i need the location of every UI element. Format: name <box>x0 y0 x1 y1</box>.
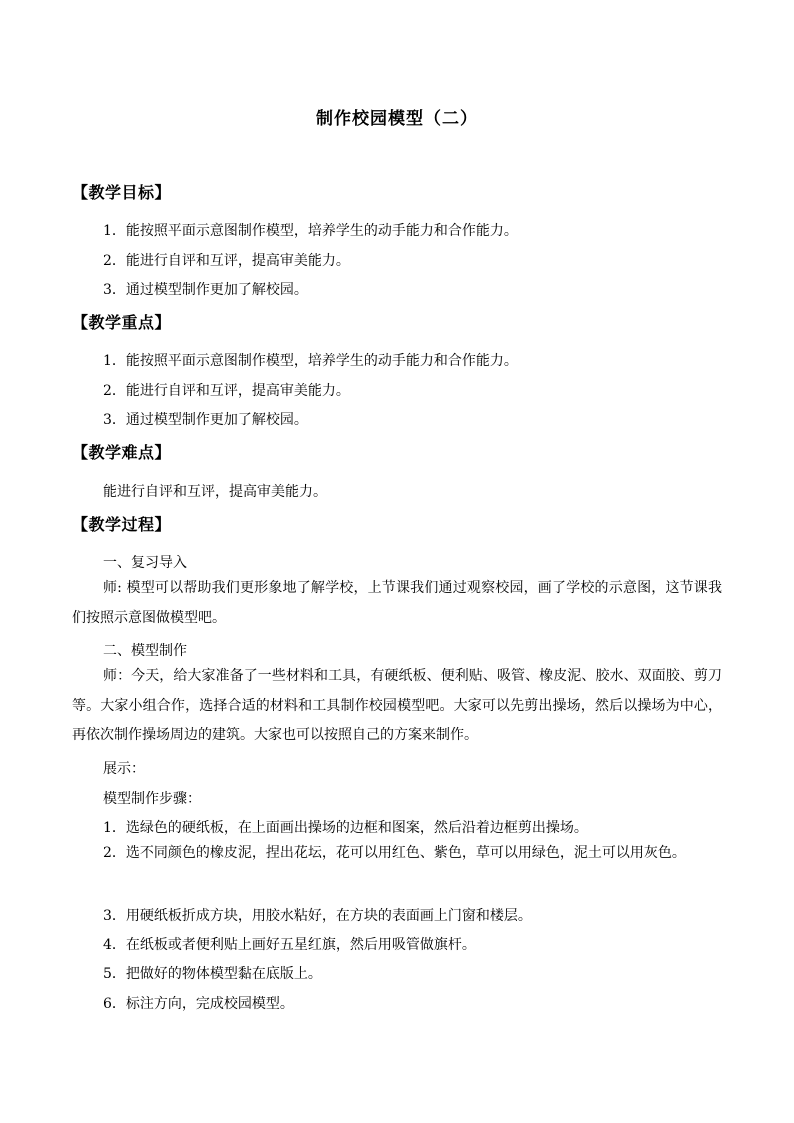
step-item-5: 5．把做好的物体模型黏在底版上。 <box>103 966 322 982</box>
step-item-3: 3．用硬纸板折成方块，用胶水粘好，在方块的表面画上门窗和楼层。 <box>103 908 532 924</box>
goal-item-3: 3．通过模型制作更加了解校园。 <box>103 282 308 298</box>
show-label: 展示： <box>103 761 145 777</box>
heading-key-points: 【教学重点】 <box>72 313 172 332</box>
step-item-2: 2．选不同颜色的橡皮泥，捏出花坛，花可以用红色、紫色，草可以用绿色，泥土可以用灰色。 <box>103 845 686 861</box>
key-point-item-1: 1．能按照平面示意图制作模型，培养学生的动手能力和合作能力。 <box>103 353 518 369</box>
key-point-item-3: 3．通过模型制作更加了解校园。 <box>103 412 308 428</box>
heading-teaching-goals: 【教学目标】 <box>72 183 172 202</box>
heading-difficulties: 【教学难点】 <box>72 443 172 462</box>
step-item-4: 4．在纸板或者便利贴上画好五星红旗，然后用吸管做旗杆。 <box>103 937 476 953</box>
document-title: 制作校园模型（二） <box>316 109 478 129</box>
goal-item-1: 1．能按照平面示意图制作模型，培养学生的动手能力和合作能力。 <box>103 223 518 239</box>
step-item-1: 1．选绿色的硬纸板，在上面画出操场的边框和图案，然后沿着边框剪出操场。 <box>103 820 588 836</box>
goal-item-2: 2．能进行自评和互评，提高审美能力。 <box>103 253 350 269</box>
difficulty-text: 能进行自评和互评，提高审美能力。 <box>103 484 327 500</box>
heading-teaching-process: 【教学过程】 <box>72 515 172 534</box>
steps-label: 模型制作步骤： <box>103 791 201 807</box>
making-paragraph: 师：今天，给大家准备了一些材料和工具，有硬纸板、便利贴、吸管、橡皮泥、胶水、双面胶、剪刀等。大家小组合作，选择合适的材料和工具制作校园模型吧。大家可以先剪出操场，然后以操场为中心，再依次制作操场周边的建筑。大家也可以按照自己的方案来制作。 <box>72 668 722 743</box>
review-paragraph: 师: 模型可以帮助我们更形象地了解学校，上节课我们通过观察校园，画了学校的示意图，这节课我们按照示意图做模型吧。 <box>72 580 722 626</box>
making-heading: 二、模型制作 <box>103 643 187 659</box>
key-point-item-2: 2．能进行自评和互评，提高审美能力。 <box>103 383 350 399</box>
review-heading: 一、复习导入 <box>103 555 187 571</box>
step-item-6: 6．标注方向，完成校园模型。 <box>103 996 294 1012</box>
